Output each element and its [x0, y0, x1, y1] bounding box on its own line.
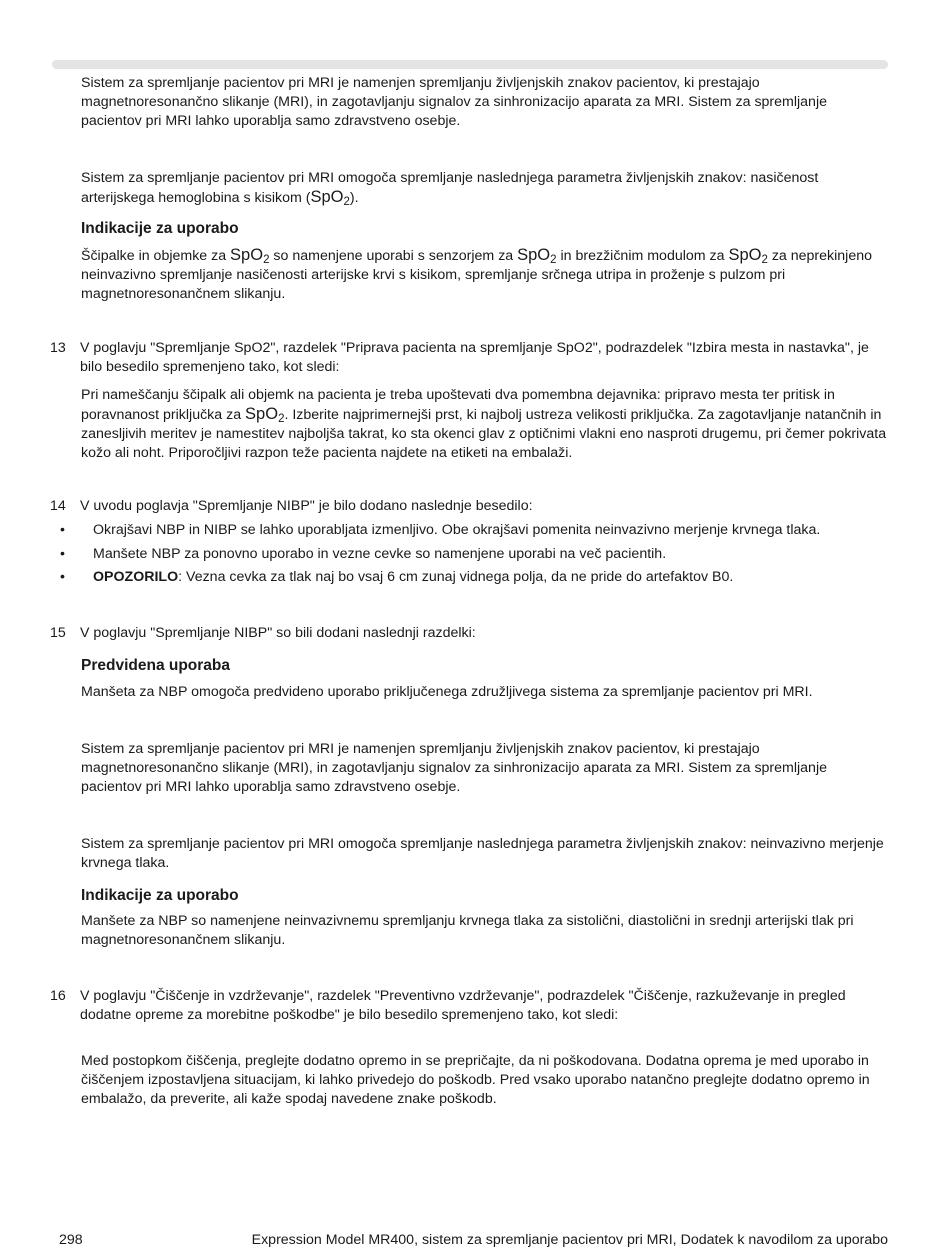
vital-sign-parameter-paragraph-spo2: Sistem za spremljanje pacientov pri MRI omogoča spremljanje naslednjega parametra življenjskih znakov: nasičenost arterijskega hemoglobina s kisikom (SpO$_2$).	[81, 170, 819, 208]
section-heading-indications-spo2: Indikacije za uporabo	[81, 220, 239, 237]
site-selection-paragraph: Pri nameščanju ščipalk ali objemk na pacienta je treba upoštevati dva pomembna dejavnika: pripravo mesta ter pritisk in poravnanost priključka za SpO$_2$. Izberite najprimernejši prst, ki najbolj ustreza velikosti priključka. Za zagotavljanje natančnih in zanesljivih meritev je namestitev najboljša takrat, ko sta okenci glav z optičnimi vlakni eno nasproti drugemu, pri čemer pokrivata kožo ali noht. Priporočljivi razpon teže pacienta najdete na etiketi na embalaži.	[81, 387, 887, 461]
numbered-item-13	[50, 339, 887, 377]
bullet-list	[60, 521, 887, 592]
indications-paragraph-spo2: Ščipalke in objemke za SpO$_2$ so namenjene uporabi s senzorjem za SpO$_2$ in brezžičnim modulom za SpO$_2$ za neprekinjeno neinvazivno spremljanje nasičenosti arterijske krvi s kisikom, spremljanje srčnega utripa in proženje s pulzom pri magnetnoresonančnem slikanju.	[81, 246, 873, 302]
item-number: 16	[50, 988, 66, 1004]
chem-formula: SpO$_2$	[728, 246, 768, 266]
bullet-mark: •	[60, 522, 65, 538]
item-text: V poglavju "Spremljanje SpO2", razdelek "Priprava pacienta na spremljanje SpO2", podrazdelek "Izbira mesta in nastavka", je bilo besedilo spremenjeno tako, kot sledi:	[80, 340, 869, 375]
chem-formula: SpO$_2$	[310, 188, 350, 208]
bullet-mark: •	[60, 569, 65, 585]
indications-paragraph-nbp: Manšete za NBP so namenjene neinvazivnemu spremljanju krvnega tlaka za sistolični, diastolični in srednji arterijski tlak pri magnetnoresonančnem slikanju.	[81, 913, 854, 948]
intended-use-paragraph-spo2	[81, 74, 887, 131]
list-item: • Okrajšavi NBP in NIBP se lahko uporabljata izmenljivo. Obe okrajšavi pomenita neinvazivno merjenje krvnega tlaka.	[60, 522, 821, 538]
vital-sign-parameter-paragraph-nbp: Sistem za spremljanje pacientov pri MRI omogoča spremljanje naslednjega parametra življenjskih znakov: neinvazivno merjenje krvnega tlaka.	[81, 836, 884, 871]
section-heading-indications-nbp: Indikacije za uporabo	[81, 887, 239, 904]
paragraph-text: Sistem za spremljanje pacientov pri MRI je namenjen spremljanju življenjskih znakov pacientov, ki prestajajo magnetnoresonančno slikanje (MRI), in zagotavljanju signalov za sinhronizacijo aparata za MRI. Sistem za spremljanje pacientov pri MRI lahko uporablja samo zdravstveno osebje.	[81, 75, 827, 129]
item-text: V poglavju "Čiščenje in vzdrževanje", razdelek "Preventivno vzdrževanje", podrazdelek "Čiščenje, razkuževanje in pregled dodatne opreme za morebitne poškodbe" je bilo besedilo spremenjeno tako, kot sledi:	[80, 988, 846, 1023]
item-number: 13	[50, 340, 66, 356]
chem-formula: SpO$_2$	[230, 246, 270, 266]
item-number: 14	[50, 498, 66, 514]
warning-label: OPOZORILO	[93, 569, 179, 585]
nbp-intended-use-paragraph: Manšeta za NBP omogoča predvideno uporabo priključenega združljivega sistema za spremljanje pacientov pri MRI.	[81, 684, 813, 700]
list-item: • Manšete NBP za ponovno uporabo in vezne cevke so namenjene uporabi na več pacientih.	[60, 545, 667, 562]
header-rule	[52, 60, 888, 69]
item-text: V uvodu poglavja "Spremljanje NIBP" je bilo dodano naslednje besedilo:	[80, 498, 533, 514]
footer-title: Expression Model MR400, sistem za spremljanje pacientov pri MRI, Dodatek k navodilom za uporabo	[251, 1232, 888, 1248]
chem-formula: SpO$_2$	[517, 246, 557, 266]
bullet-mark: •	[60, 545, 65, 562]
list-item-warning: • OPOZORILO: Vezna cevka za tlak naj bo vsaj 6 cm zunaj vidnega polja, da ne pride do artefaktov B0.	[60, 569, 734, 585]
item-number: 15	[50, 625, 66, 641]
section-heading-intended-use: Predvidena uporaba	[81, 657, 231, 674]
intended-use-paragraph-nbp: Sistem za spremljanje pacientov pri MRI je namenjen spremljanju življenjskih znakov pacientov, ki prestajajo magnetnoresonančno slikanje (MRI), in zagotavljanju signalov za sinhronizacijo aparata za MRI. Sistem za spremljanje pacientov pri MRI lahko uporablja samo zdravstveno osebje.	[81, 741, 827, 795]
chem-formula: SpO$_2$	[245, 405, 285, 425]
paragraph-text: Sistem za spremljanje pacientov pri MRI omogoča spremljanje naslednjega parametra življenjskih znakov: nasičenost arterijskega hemoglobina s kisikom (	[81, 170, 819, 206]
numbered-item-14	[50, 497, 887, 516]
page-number: 298	[59, 1232, 83, 1248]
numbered-item-16	[50, 987, 887, 1025]
cleaning-inspection-paragraph: Med postopkom čiščenja, preglejte dodatno opremo in se prepričajte, da ni poškodovana. Dodatna oprema je med uporabo in čiščenjem izpostavljena situacijam, ki lahko privedejo do poškodb. Pred vsako uporabo natančno preglejte dodatno opremo in embalažo, da preverite, ali kaže spodaj navedene znake poškodb.	[81, 1053, 870, 1107]
numbered-item-15	[50, 624, 887, 643]
item-text: V poglavju "Spremljanje NIBP" so bili dodani naslednji razdelki:	[80, 625, 476, 641]
